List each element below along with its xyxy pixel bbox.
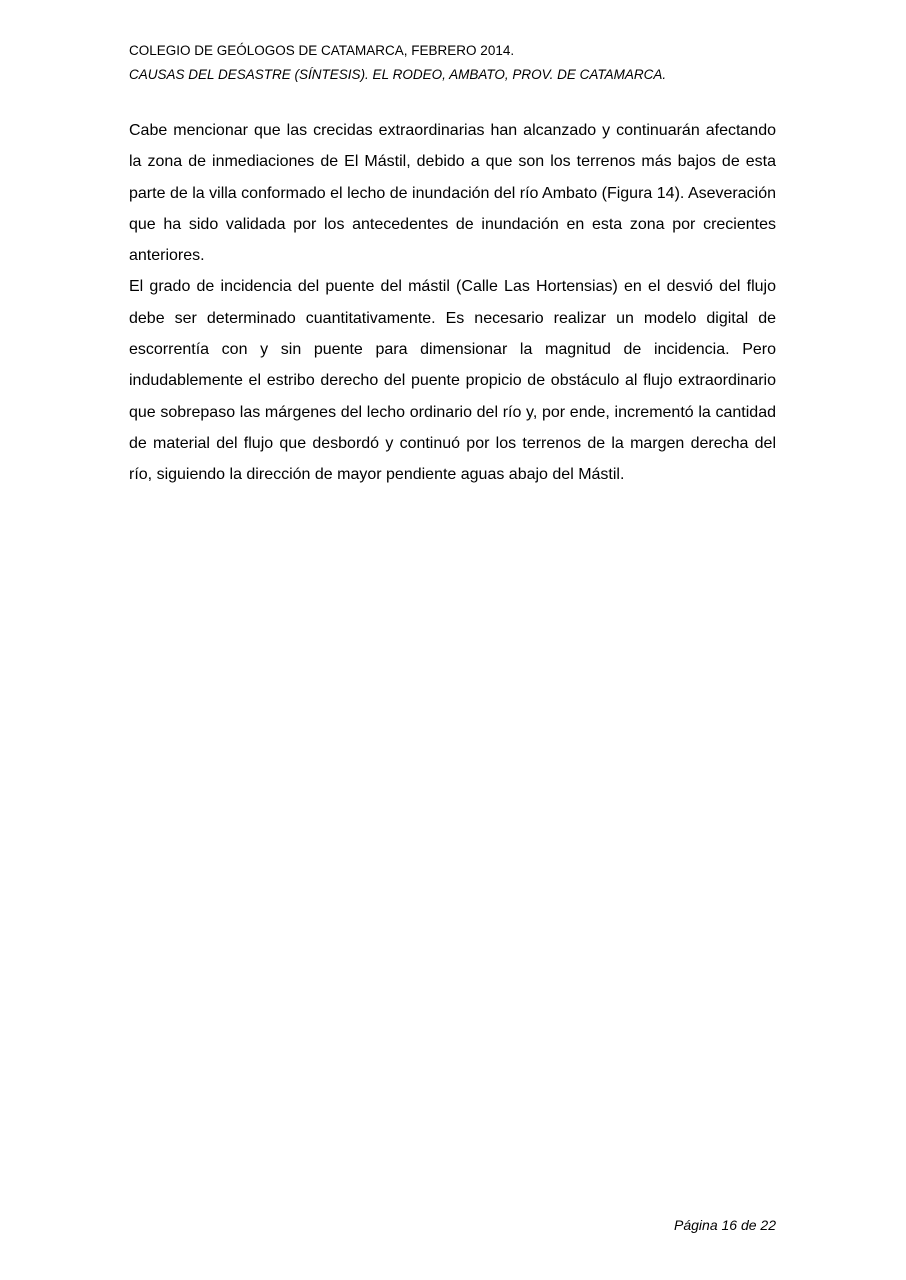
page-number: Página 16 de 22 xyxy=(674,1217,776,1233)
header-document-title: CAUSAS DEL DESASTRE (SÍNTESIS). EL RODEO, AMBATO, PROV. DE CATAMARCA. xyxy=(129,67,667,82)
header-institution: COLEGIO DE GEÓLOGOS DE CATAMARCA, FEBRERO 2014. xyxy=(129,43,515,58)
paragraph-2: El grado de incidencia del puente del mástil (Calle Las Hortensias) en el desvió del flujo debe ser determinado cuantitativamente. Es necesario realizar un modelo digital de escorrentía con y sin puente para dimensionar la magnitud de incidencia. Pero indudablemente el estribo derecho del puente propicio de obstáculo al flujo extraordinario que sobrepaso las márgenes del lecho ordinario del río y, por ende, incrementó la cantidad de material del flujo que desbordó y continuó por los terrenos de la margen derecha del río, siguiendo la dirección de mayor pendiente aguas abajo del Mástil. xyxy=(129,278,776,484)
paragraph-1: Cabe mencionar que las crecidas extraordinarias han alcanzado y continuarán afectando la zona de inmediaciones de El Mástil, debido a que son los terrenos más bajos de esta parte de la villa conformado el lecho de inundación del río Ambato (Figura 14). Aseveración que ha sido validada por los antecedentes de inundación en esta zona por crecientes anteriores. xyxy=(129,122,776,265)
page-header xyxy=(129,42,776,84)
document-body xyxy=(129,115,776,491)
